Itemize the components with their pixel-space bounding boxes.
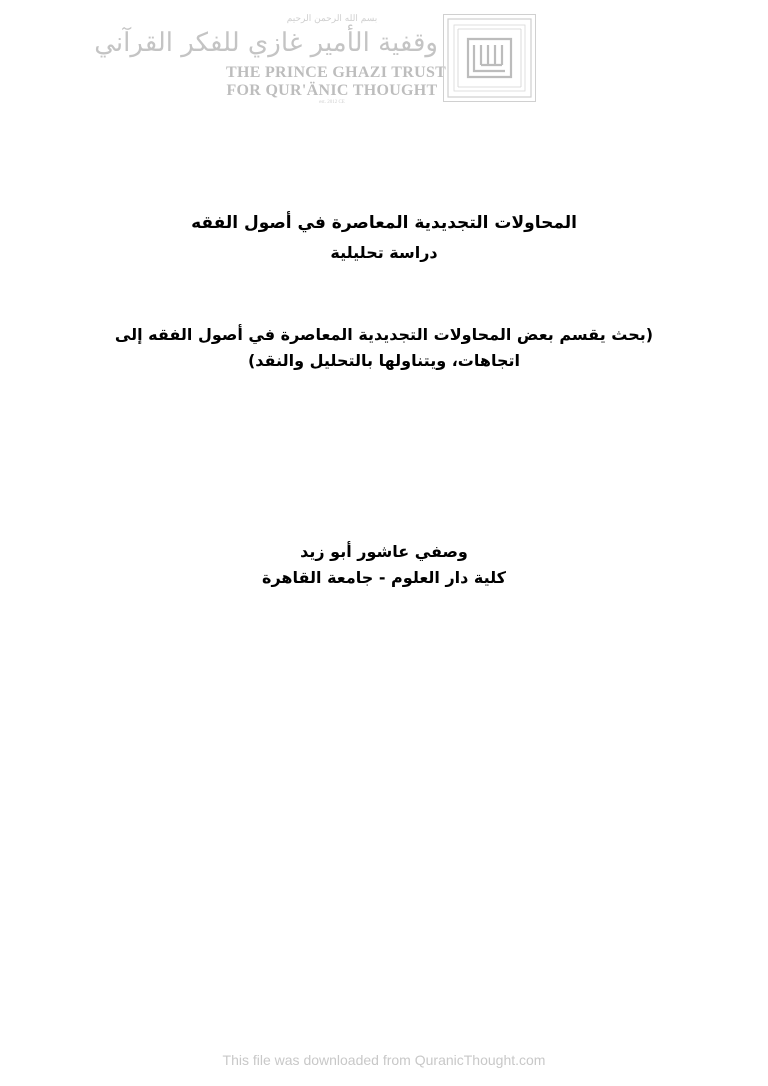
download-note: This file was downloaded from QuranicThought.com: [222, 1052, 546, 1068]
description-line-2: اتجاهات، ويتناولها بالتحليل والنقد): [247, 351, 520, 370]
logo-basmala: بسم الله الرحمن الرحيم: [286, 14, 378, 24]
logo-english-line-1: THE PRINCE GHAZI TRUST: [226, 64, 447, 81]
author-name: وصفي عاشور أبو زيد: [300, 542, 468, 561]
author-affiliation: كلية دار العلوم - جامعة القاهرة: [262, 568, 506, 587]
trust-logo-text: [94, 14, 447, 106]
document-subtitle: دراسة تحليلية: [330, 243, 438, 262]
logo-english-line-2: FOR QUR'ÄNIC THOUGHT: [226, 82, 438, 99]
document-title: المحاولات التجديدية المعاصرة في أصول الفقه: [191, 213, 577, 233]
trust-emblem-icon: [443, 14, 536, 102]
logo-small-text: est. 2012 CE: [319, 100, 345, 105]
description-line-1: (بحث يقسم بعض المحاولات التجديدية المعاصرة في أصول الفقه إلى: [114, 325, 654, 344]
logo-arabic-name: وقفية الأمير غازي للفكر القرآني: [94, 28, 438, 58]
research-description: [90, 322, 678, 374]
